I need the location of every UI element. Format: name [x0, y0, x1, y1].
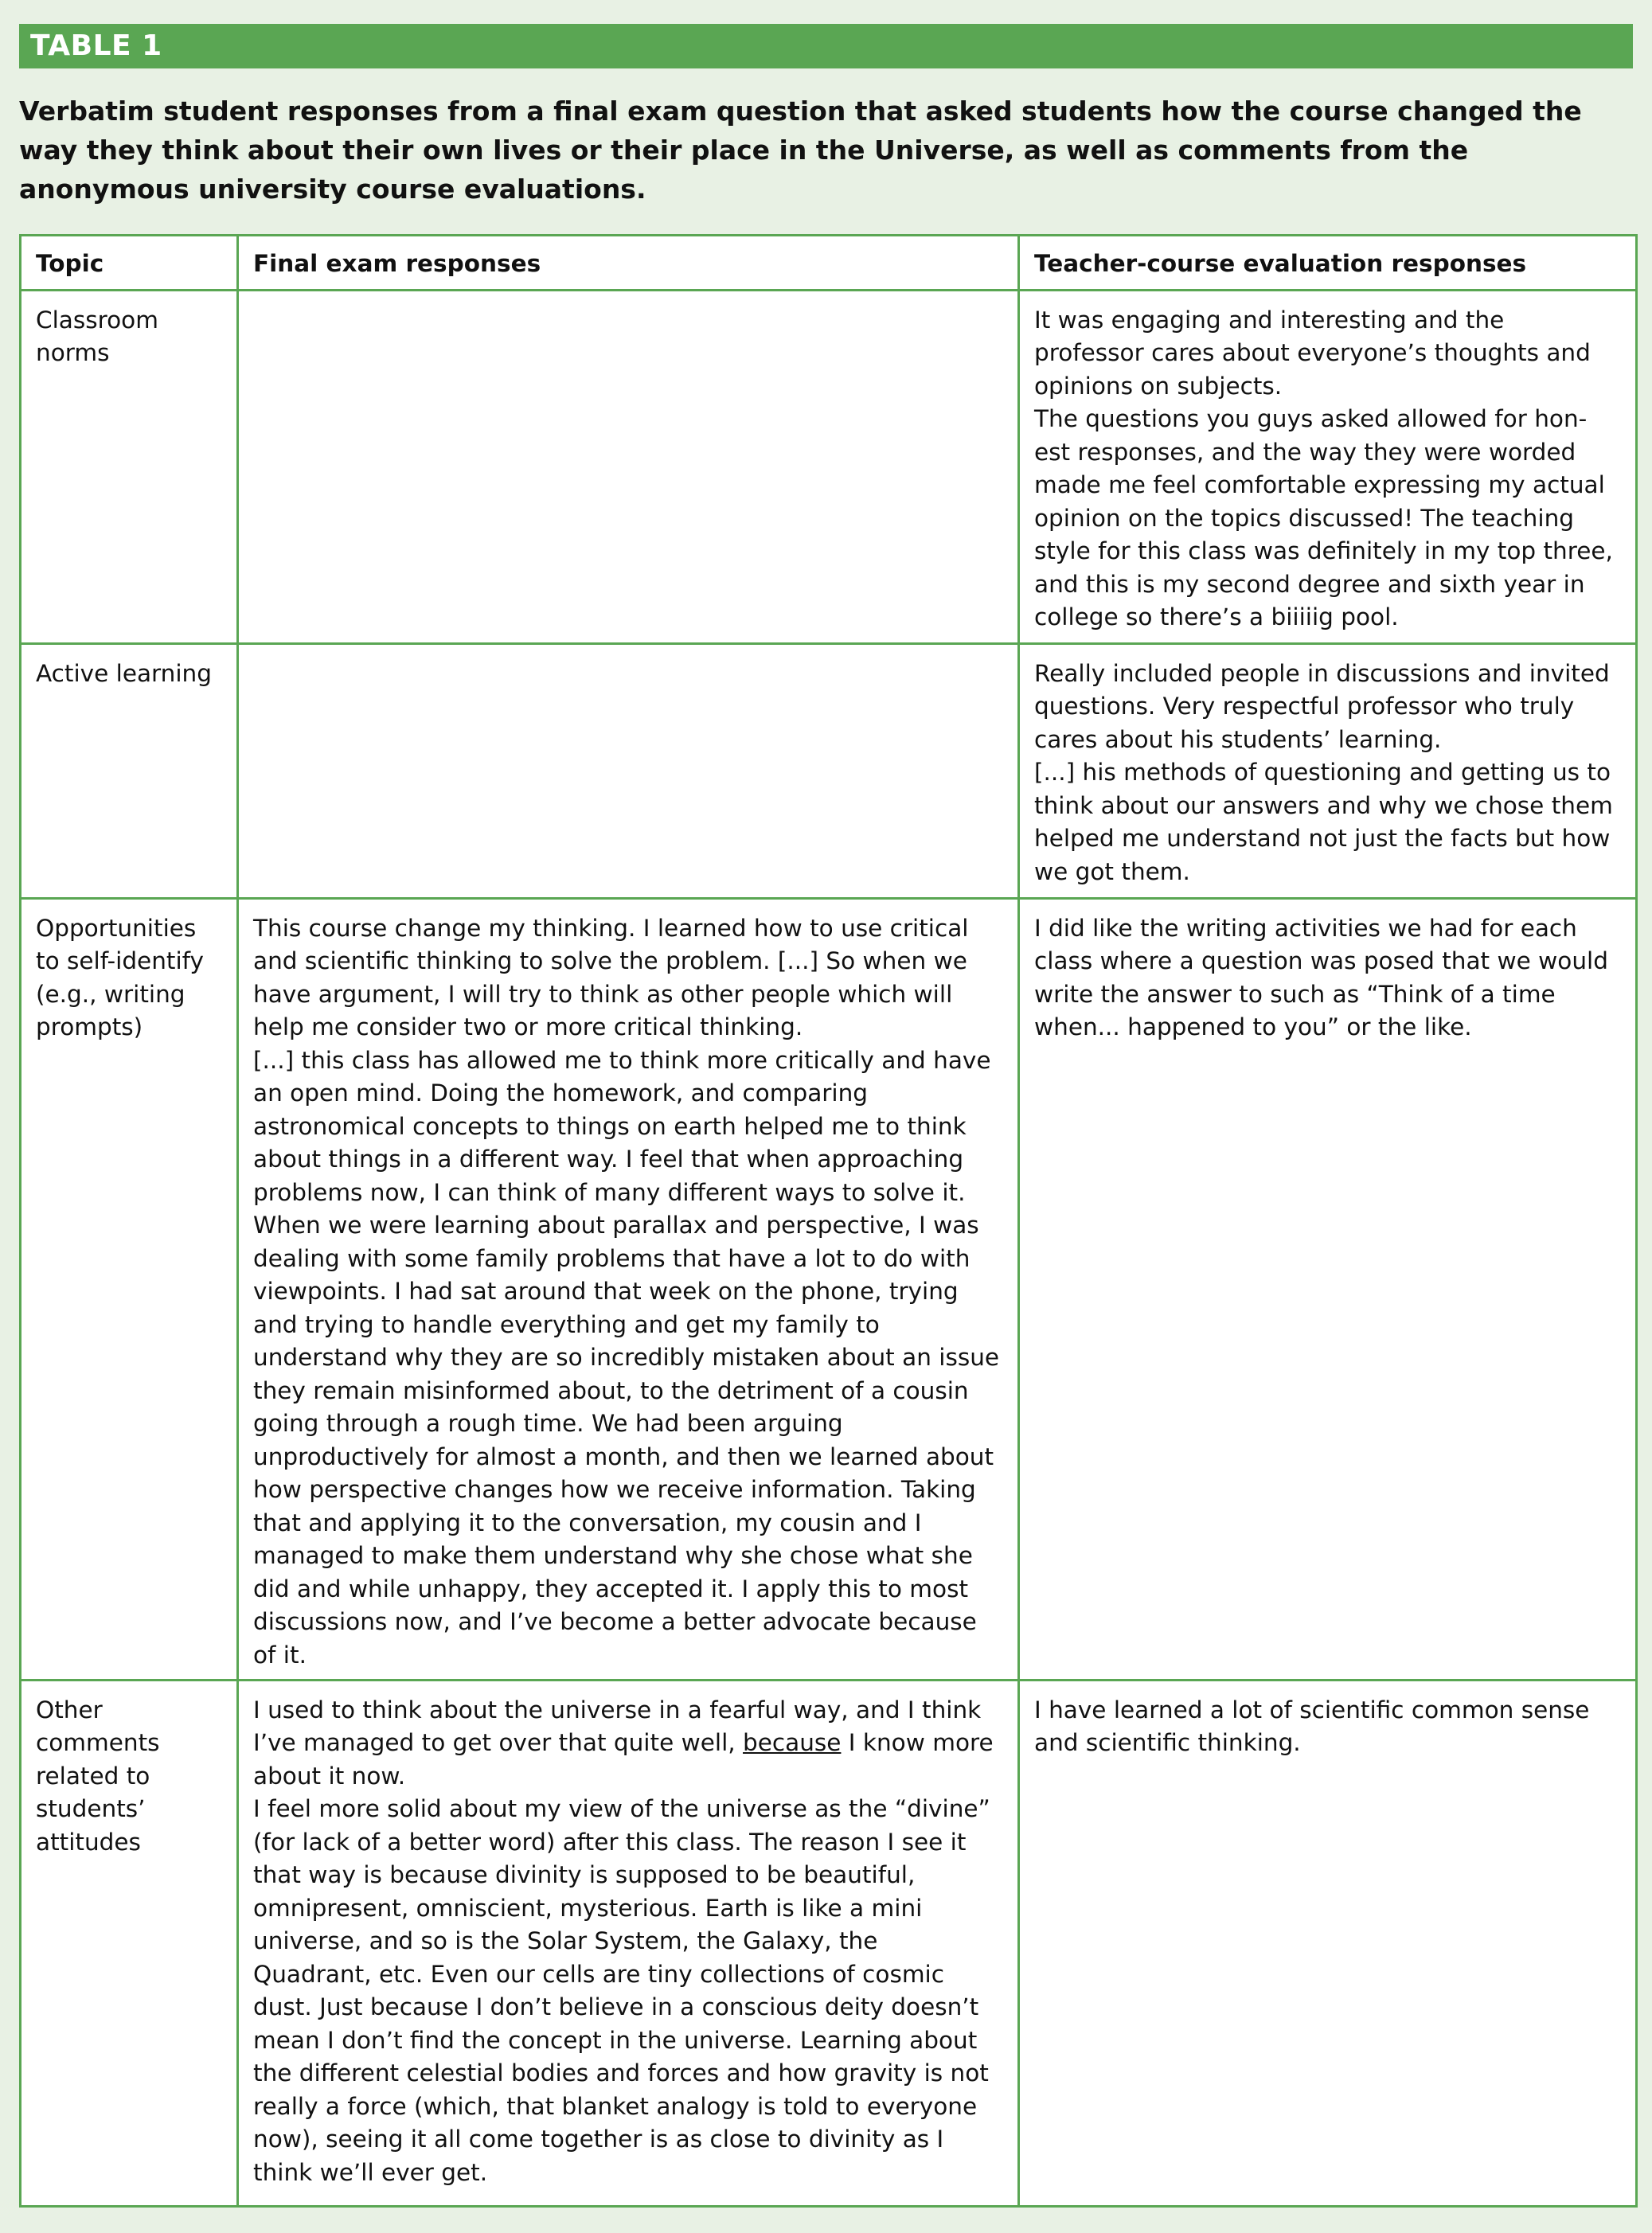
table-header-row — [21, 236, 1637, 291]
topic-cell: Other comments related to students’ attitudes — [21, 1680, 238, 2206]
table-label: TABLE 1 — [30, 29, 162, 62]
evaluation-response: I have learned a lot of scientific common sense and scientific thinking. — [1034, 1696, 1590, 1756]
final-exam-response: I feel more solid about my view of the universe as the “divine” (for lack of a better word) after this class. The reason I see it that way is because divinity is supposed to be beautiful, omnipresent, omniscient, mysterious. Earth is like a mini universe, and so is the Solar System, the Galaxy, the Quadrant, etc. Even our cells are tiny collections of cosmic dust. Just because I don’t believe in a conscious deity doesn’t mean I don’t find the concept in the universe. Learning about the different celestial bodies and forces and how gravity is not really a force (which, that blanket analogy is told to everyone now), seeing it all come together is as close to divinity as I think we’ll ever get. — [253, 1795, 990, 2186]
table-caption: Verbatim student responses from a final exam question that asked students how the course changed the way they think about their own lives or their place in the Universe, as well as comments from the anonymous university course evaluations. — [19, 96, 1582, 205]
evaluation-cell — [1019, 1680, 1637, 2206]
evaluation-cell — [1019, 290, 1637, 643]
table-row-active-learning — [21, 643, 1637, 898]
table-label-bar — [19, 24, 1633, 68]
final-exam-response — [253, 1694, 1003, 1794]
evaluation-response: I did like the writing activities we had for each class where a question was posed that we would write the answer to such as “Think of a time when... happened to you” or the like. — [1034, 914, 1608, 1040]
evaluation-cell — [1019, 643, 1637, 898]
final-exam-response: When we were learning about parallax and perspective, I was dealing with some family problems that have a lot to do with viewpoints. I had sat around that week on the phone, trying and trying to handle everything and get my family to understand why they are so incredibly mistaken about an issue they remain misinformed about, to the detriment of a cousin going through a rough time. We had been arguing unproductively for almost a month, and then we learned about how perspective changes how we receive information. Taking that and applying it to the conversation, my cousin and I managed to make them understand why she chose what she did and while unhappy, they accepted it. I apply this to most discussions now, and I’ve become a better advocate because of it. — [253, 1212, 1000, 1669]
evaluation-response: [...] his methods of questioning and getting us to think about our answers and why we chose them helped me understand not just the facts but how we got them. — [1034, 759, 1613, 885]
evaluation-response: Really included people in discussions and invited questions. Very respectful professor who truly cares about his students’ learning. — [1034, 659, 1610, 753]
column-header-final-exam: Final exam responses — [238, 236, 1019, 291]
final-exam-cell — [238, 1680, 1019, 2206]
final-exam-cell — [238, 290, 1019, 643]
responses-table — [19, 234, 1638, 2208]
final-exam-cell — [238, 898, 1019, 1680]
evaluation-response: The questions you guys asked allowed for hon-est responses, and the way they were worded made me feel comfortable expressing my actual opinion on the topics discussed! The teaching style for this class was definitely in my top three, and this is my second degree and sixth year in college so there’s a biiiiig pool. — [1034, 405, 1613, 630]
topic-cell: Opportunities to self-identify (e.g., writing prompts) — [21, 898, 238, 1680]
final-exam-response: [...] this class has allowed me to think more critically and have an open mind. Doing the homework, and comparing astronomical concepts to things on earth helped me to think about things in a different way. I feel that when approaching problems now, I can think of many different ways to solve it. — [253, 1046, 991, 1206]
column-header-topic: Topic — [21, 236, 238, 291]
response-text: I know more about it now. — [253, 1729, 994, 1790]
table-row-self-identify — [21, 898, 1637, 1680]
response-text: I used to think about the universe in a fearful way, and I think I’ve managed to get over that quite well, — [253, 1696, 982, 1756]
topic-cell: Classroom norms — [21, 290, 238, 643]
underlined-word: because — [743, 1729, 842, 1756]
final-exam-cell — [238, 643, 1019, 898]
table-row-classroom-norms — [21, 290, 1637, 643]
topic-cell: Active learning — [21, 643, 238, 898]
final-exam-response: This course change my thinking. I learned how to use critical and scientific thinking to solve the problem. [...] So when we have argument, I will try to think as other people which will help me consider two or more critical thinking. — [253, 914, 969, 1040]
evaluation-response: It was engaging and interesting and the professor cares about everyone’s thoughts and opinions on subjects. — [1034, 306, 1591, 400]
evaluation-cell — [1019, 898, 1637, 1680]
column-header-evaluation: Teacher-course evaluation responses — [1019, 236, 1637, 291]
table-row-other-comments — [21, 1680, 1637, 2206]
